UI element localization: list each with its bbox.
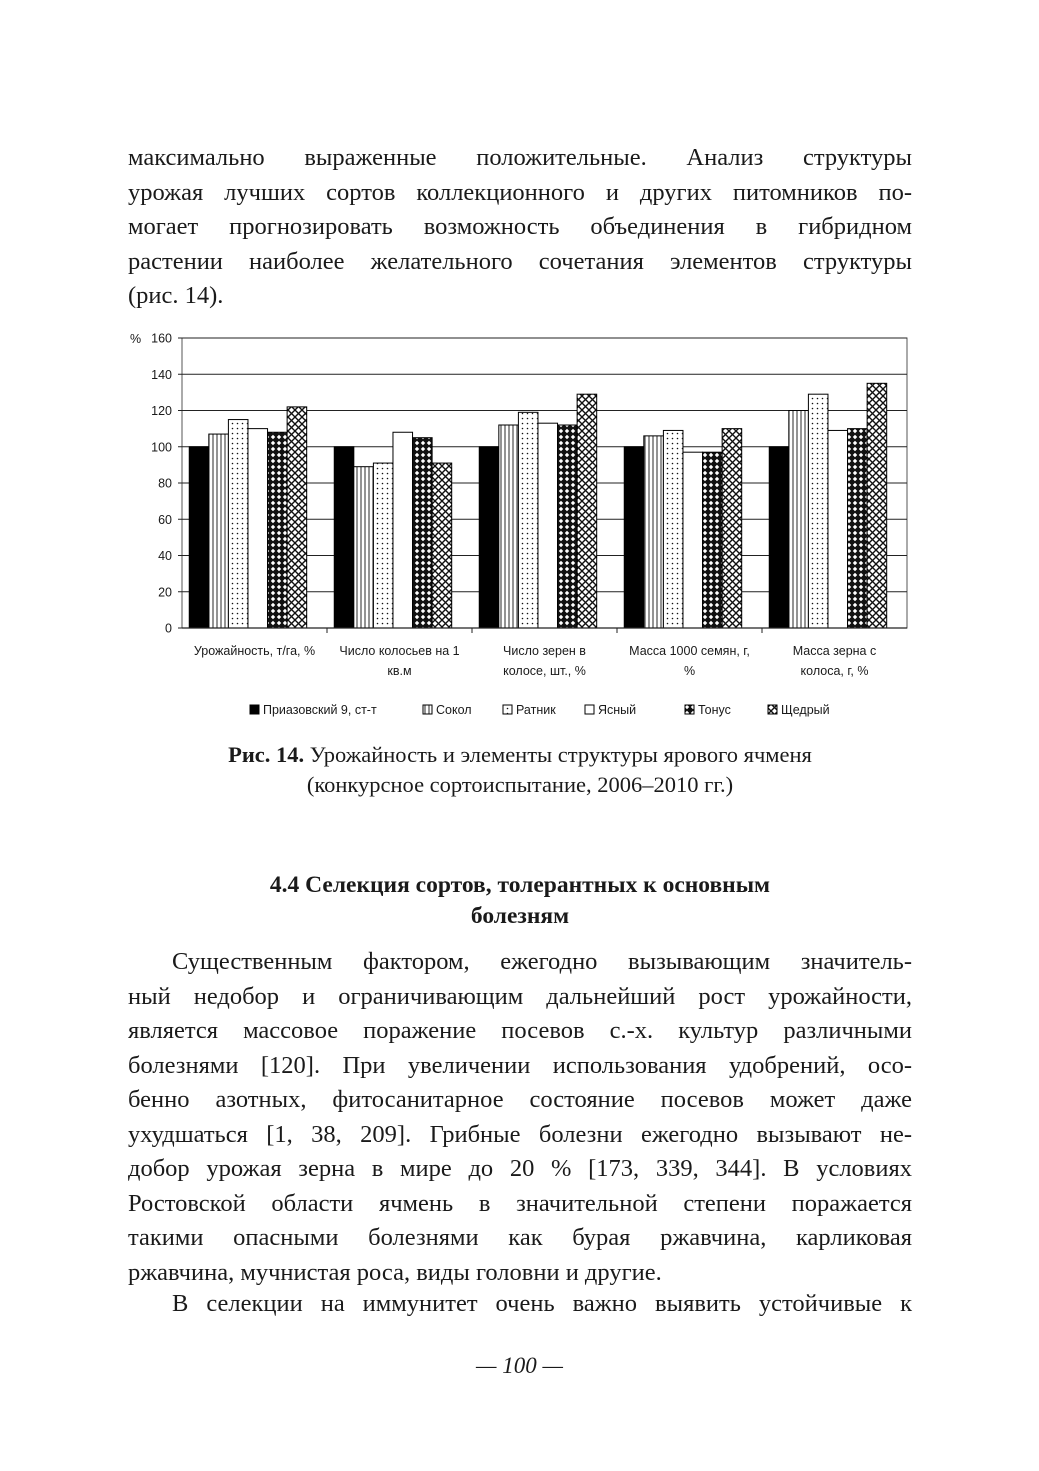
- bar: [373, 463, 393, 628]
- body-paragraph: [128, 1287, 912, 1322]
- x-category-label: Масса зерна с: [792, 644, 877, 658]
- caption-text: Урожайность и элементы структуры ярового ячменя: [304, 742, 812, 767]
- bar: [479, 447, 499, 628]
- bar-chart: [120, 326, 920, 736]
- bar: [703, 452, 723, 628]
- bar: [663, 430, 683, 628]
- legend-swatch: [685, 705, 694, 714]
- caption-subtext: (конкурсное сортоиспытание, 2006–2010 гг.): [306, 772, 734, 797]
- y-axis-unit: %: [130, 332, 142, 346]
- intro-paragraph: [128, 141, 912, 314]
- legend-label: Ратник: [516, 703, 556, 717]
- legend-swatch: [768, 705, 777, 714]
- x-category-label: Масса 1000 семян, г,: [629, 644, 750, 658]
- text-line: ный недобор и ограничивающим дальнейший рост урожайности,: [128, 982, 912, 1010]
- bar: [413, 438, 433, 628]
- bar: [808, 394, 828, 628]
- legend-swatch: [585, 705, 594, 714]
- legend-swatch: [503, 705, 512, 714]
- body-paragraph: [128, 945, 912, 1290]
- bar: [624, 447, 644, 628]
- legend-label: Приазовский 9, ст-т: [263, 703, 377, 717]
- bar: [538, 423, 558, 628]
- y-tick-label: 20: [158, 585, 172, 600]
- bar: [769, 447, 789, 628]
- x-category-label: %: [683, 664, 696, 678]
- bar: [518, 412, 538, 628]
- legend-label: Ясный: [598, 703, 637, 717]
- bar: [577, 394, 597, 628]
- bar: [268, 432, 288, 628]
- bar: [432, 463, 452, 628]
- bar: [287, 407, 307, 628]
- y-tick-label: 140: [151, 367, 172, 382]
- heading-line: болезням: [470, 903, 570, 929]
- text-line: является массовое поражение посевов с.-х. культур различными: [128, 1017, 912, 1044]
- y-tick-label: 0: [165, 621, 172, 636]
- bar: [848, 429, 868, 628]
- y-tick-label: 100: [151, 440, 172, 455]
- caption-label: Рис. 14.: [228, 742, 305, 767]
- x-category-label: кв.м: [387, 664, 412, 678]
- y-tick-label: 80: [158, 476, 172, 491]
- y-tick-label: 60: [158, 512, 172, 527]
- x-category-label: колосе, шт., %: [503, 664, 586, 678]
- text-line: растении наиболее желательного сочетания элементов структуры: [128, 247, 912, 275]
- bar: [393, 432, 413, 628]
- bar: [644, 436, 664, 628]
- x-category-label: колоса, г, %: [800, 664, 869, 678]
- legend-label: Сокол: [436, 703, 472, 717]
- page-number: — 100 —: [476, 1353, 563, 1378]
- text-line: максимально выраженные положительные. Анализ структуры: [128, 144, 912, 171]
- bar: [209, 434, 229, 628]
- figure-caption: [128, 740, 912, 800]
- legend-label: Тонус: [698, 703, 731, 717]
- bar: [683, 452, 703, 628]
- y-tick-label: 120: [151, 404, 172, 418]
- bar: [334, 447, 354, 628]
- text-line: (рис. 14).: [128, 282, 224, 309]
- y-tick-label: 40: [158, 549, 172, 563]
- text-line: В селекции на иммунитет очень важно выявить устойчивые к: [172, 1290, 912, 1317]
- text-line: бенно азотных, фитосанитарное состояние посевов может даже: [128, 1086, 912, 1113]
- text-line: могает прогнозировать возможность объединения в гибридном: [128, 213, 912, 240]
- x-category-label: Урожайность, т/га, %: [193, 644, 316, 658]
- bar: [722, 429, 742, 628]
- bar: [789, 411, 809, 629]
- text-line: ржавчина, мучнистая роса, виды головни и другие.: [128, 1258, 662, 1286]
- text-line: урожая лучших сортов коллекционного и других питомников по-: [128, 178, 912, 206]
- x-category-label: Число колосьев на 1: [339, 644, 460, 658]
- bar: [558, 425, 578, 628]
- y-tick-label: 160: [151, 331, 172, 346]
- heading-line: 4.4 Селекция сортов, толерантных к основным: [269, 872, 771, 898]
- legend-swatch: [250, 705, 259, 714]
- text-line: ухудшаться [1, 38, 209]. Грибные болезни ежегодно вызывают не-: [128, 1120, 912, 1148]
- bar: [248, 429, 268, 628]
- text-line: такими опасными болезнями как бурая ржавчина, карликовая: [128, 1224, 912, 1251]
- text-line: болезнями [120]. При увеличении использования удобрений, осо-: [128, 1051, 912, 1079]
- bar: [499, 425, 519, 628]
- text-line: Ростовской области ячмень в значительной степени поражается: [128, 1189, 912, 1217]
- section-heading: [128, 870, 912, 932]
- chart-legend: [250, 703, 830, 717]
- bar: [189, 447, 209, 628]
- bar: [867, 383, 887, 628]
- bar: [354, 467, 374, 628]
- x-category-label: Число зерен в: [503, 644, 586, 658]
- bar: [228, 420, 248, 628]
- bar: [828, 430, 848, 628]
- text-line: Существенным фактором, ежегодно вызывающим значитель-: [172, 948, 912, 975]
- legend-label: Щедрый: [781, 703, 830, 717]
- text-line: добор урожая зерна в мире до 20 % [173, 339, 344]. В условиях: [128, 1155, 912, 1182]
- legend-swatch: [423, 705, 432, 714]
